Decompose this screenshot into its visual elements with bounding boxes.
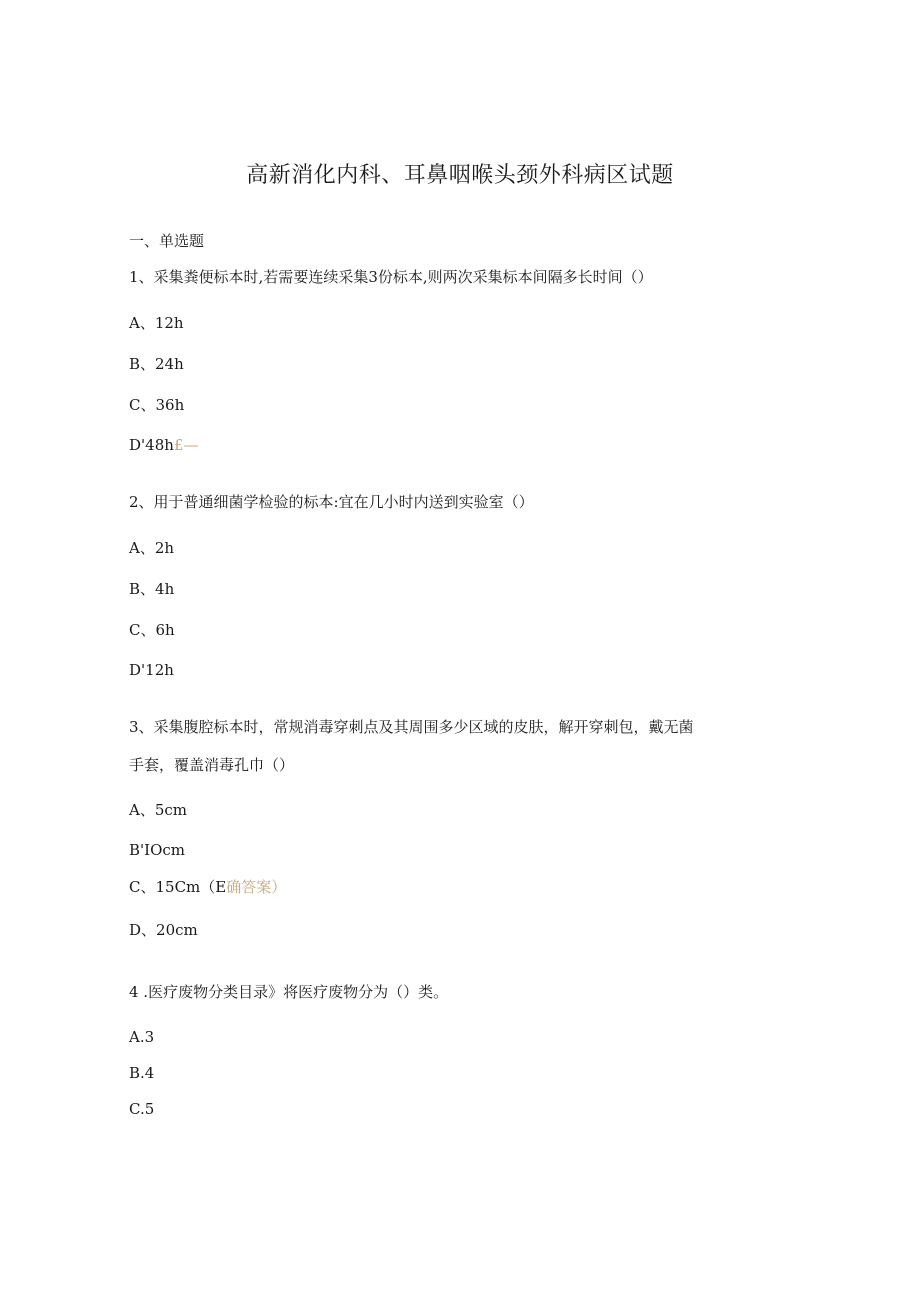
question-3-option-a: A、5cm <box>129 801 188 819</box>
question-2-option-b: B、4h <box>129 580 175 598</box>
question-1-option-a: A、12h <box>129 314 184 332</box>
question-4-text: 4 .医疗废物分类目录》将医疗废物分为（）类。 <box>129 983 449 1001</box>
question-1-option-d <box>129 435 198 455</box>
question-3-option-c-label: C、15Cm（E <box>129 878 227 896</box>
page-title: 高新消化内科、耳鼻咽喉头颈外科病区试题 <box>246 163 674 188</box>
question-4-option-b: B.4 <box>129 1064 155 1082</box>
question-1-option-d-label: D'48h <box>129 436 174 454</box>
question-2-option-d: D'12h <box>129 661 174 679</box>
question-2-option-a: A、2h <box>129 539 175 557</box>
question-3-option-d: D、20cm <box>129 921 198 939</box>
question-1-option-b: B、24h <box>129 355 184 373</box>
question-3-option-b: B'IOcm <box>129 841 185 859</box>
question-1-option-c: C、36h <box>129 396 185 414</box>
question-1-text: 1、采集粪便标本时,若需要连续采集3份标本,则两次采集标本间隔多长时间（） <box>129 268 653 286</box>
question-4-option-c: C.5 <box>129 1100 155 1118</box>
section-heading: 一、单选题 <box>129 232 205 250</box>
question-3-text-line2: 手套，覆盖消毒孔巾（） <box>129 756 295 774</box>
question-2-text: 2、用于普通细菌学检验的标本:宜在几小时内送到实验室（） <box>129 493 534 511</box>
question-1-answer-mark: £— <box>173 436 199 454</box>
question-3-option-c <box>129 877 286 897</box>
question-4-option-a: A.3 <box>129 1028 155 1046</box>
question-3-answer-mark: 确答案） <box>226 878 287 896</box>
question-3-text-line1: 3、采集腹腔标本时，常规消毒穿刺点及其周围多少区域的皮肤，解开穿刺包，戴无菌 <box>129 718 694 736</box>
question-2-option-c: C、6h <box>129 621 175 639</box>
